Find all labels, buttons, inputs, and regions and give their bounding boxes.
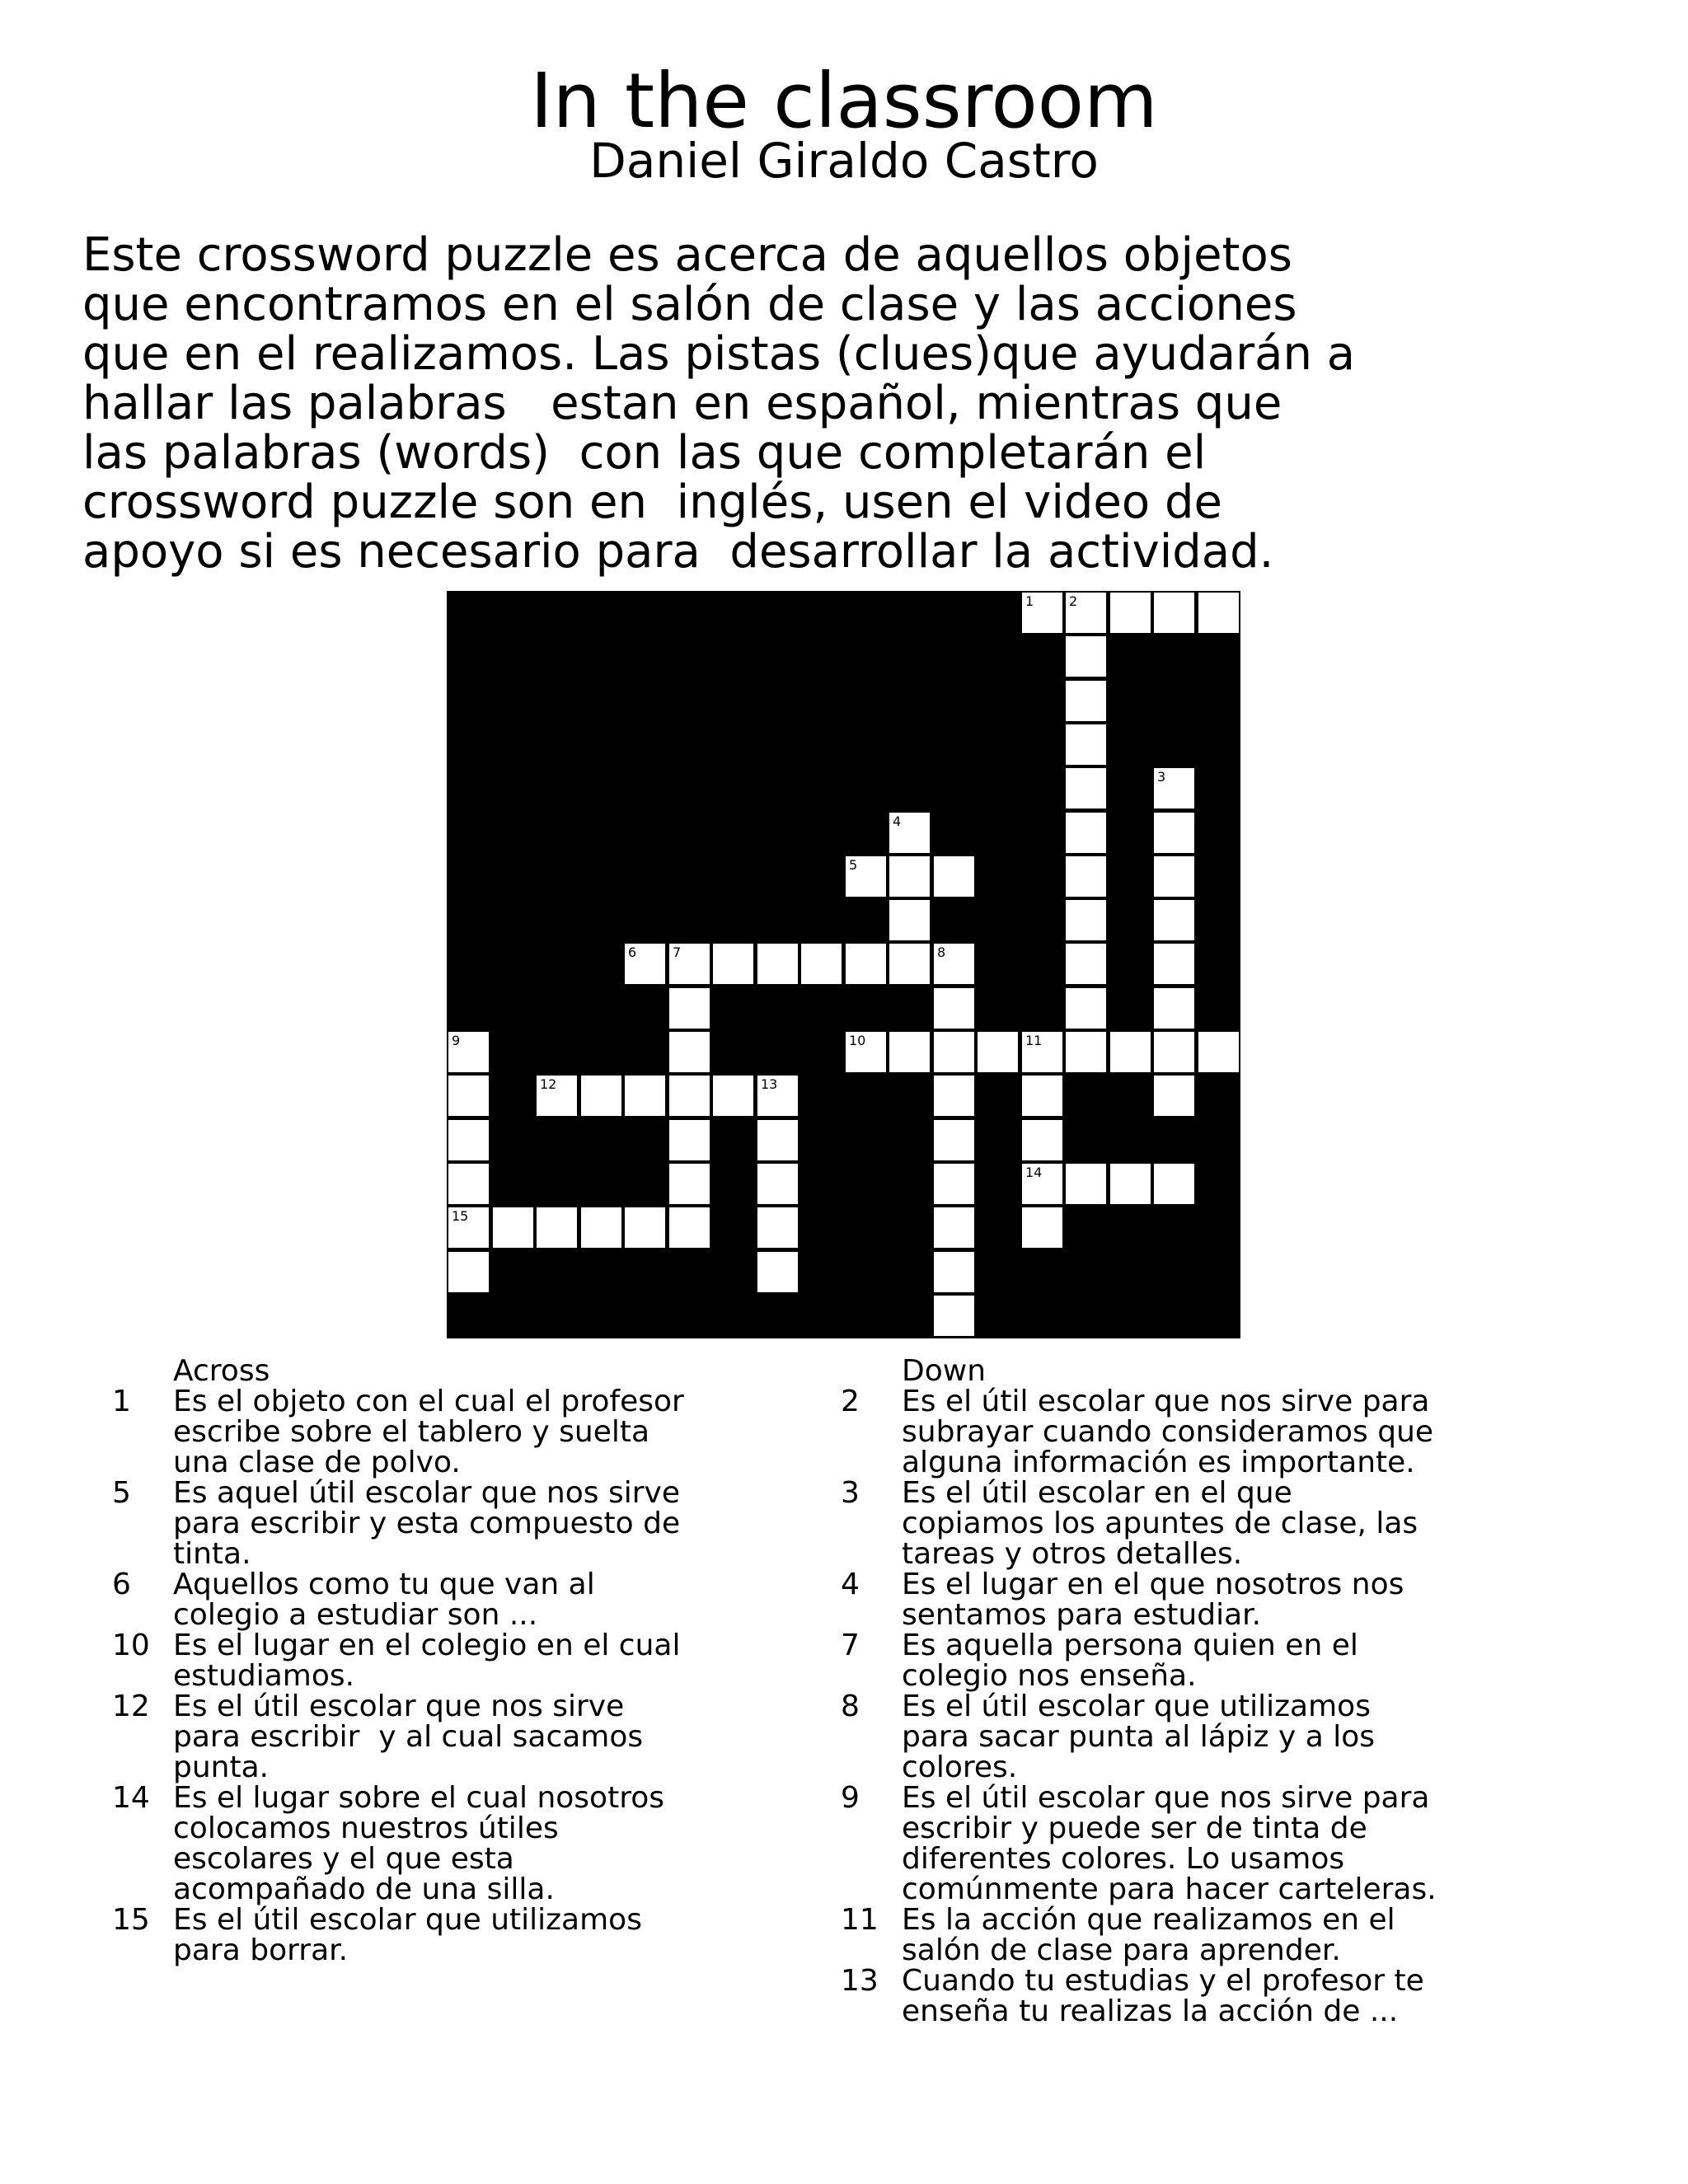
clue-text: estudiamos.	[173, 1659, 355, 1693]
clue-number-label: 10	[849, 1033, 866, 1048]
clue-text: Es aquella persona quien en el	[902, 1629, 1358, 1662]
grid-cell[interactable]	[1064, 942, 1108, 986]
clue-text: punta.	[173, 1750, 270, 1784]
grid-cell[interactable]	[844, 942, 888, 986]
intro-line: que en el realizamos. Las pistas (clues)que ayudarán a	[82, 327, 1356, 381]
clue-number: 6	[112, 1568, 131, 1601]
down-clue-11	[841, 1905, 1566, 1966]
grid-cell[interactable]	[1064, 679, 1108, 723]
clue-number: 15	[112, 1903, 150, 1937]
clue-text: acompañado de una silla.	[173, 1872, 555, 1906]
clue-number: 13	[841, 1964, 879, 1998]
clue-text: Es el objeto con el cual el profesor	[173, 1385, 684, 1418]
grid-cell[interactable]	[1020, 1206, 1064, 1249]
clue-number: 5	[112, 1476, 131, 1510]
grid-cell[interactable]	[756, 1250, 799, 1294]
clue-text: Es el útil escolar en el que	[902, 1476, 1292, 1510]
grid-cell[interactable]	[1064, 723, 1108, 766]
clue-number-label: 5	[849, 857, 858, 873]
grid-cell[interactable]	[711, 942, 755, 986]
grid-cell[interactable]	[1152, 1162, 1196, 1206]
clue-text: colores.	[902, 1750, 1018, 1784]
grid-cell[interactable]	[932, 942, 976, 986]
down-clue-3	[841, 1478, 1566, 1569]
grid-cell[interactable]	[623, 1206, 667, 1249]
grid-cell[interactable]	[844, 855, 888, 898]
clue-number-label: 12	[540, 1076, 557, 1092]
clue-text: Es el útil escolar que utilizamos	[173, 1903, 642, 1937]
clue-text: Es el útil escolar que nos sirve para	[902, 1781, 1430, 1815]
grid-cell[interactable]	[447, 1074, 490, 1118]
grid-cell[interactable]	[932, 1206, 976, 1249]
across-clue-list	[112, 1386, 837, 1966]
across-heading: Across	[173, 1354, 270, 1388]
intro-line: apoyo si es necesario para desarrollar la actividad.	[82, 525, 1274, 579]
grid-cell[interactable]	[1064, 987, 1108, 1030]
grid-cell[interactable]	[535, 1074, 579, 1118]
grid-cell[interactable]	[1109, 591, 1152, 635]
clue-text: tinta.	[173, 1537, 251, 1571]
intro-line: hallar las palabras estan en español, mientras que	[82, 377, 1282, 430]
grid-cell[interactable]	[1020, 1118, 1064, 1162]
grid-cell[interactable]	[932, 1030, 976, 1074]
clue-text: comúnmente para hacer carteleras.	[902, 1872, 1437, 1906]
grid-cell[interactable]	[1020, 1074, 1064, 1118]
clue-number: 7	[841, 1629, 860, 1662]
grid-cell[interactable]	[447, 1250, 490, 1294]
grid-cell[interactable]	[668, 1074, 711, 1118]
clue-text: Es el útil escolar que nos sirve para	[902, 1385, 1430, 1418]
grid-cell[interactable]	[1020, 591, 1064, 635]
clue-text: Es aquel útil escolar que nos sirve	[173, 1476, 680, 1510]
grid-cell[interactable]	[447, 1162, 490, 1206]
crossword-grid	[447, 591, 1240, 1338]
down-clue-2	[841, 1386, 1566, 1478]
grid-cell[interactable]	[1020, 1162, 1064, 1206]
grid-cell[interactable]	[976, 1030, 1020, 1074]
grid-cell[interactable]	[491, 1206, 535, 1249]
across-clue-6	[112, 1569, 837, 1630]
grid-cell[interactable]	[1064, 766, 1108, 810]
clue-text: copiamos los apuntes de clase, las	[902, 1507, 1418, 1540]
grid-cell[interactable]	[756, 942, 799, 986]
clue-number-label: 7	[673, 944, 682, 960]
grid-cell[interactable]	[756, 1074, 799, 1118]
down-clue-8	[841, 1691, 1566, 1783]
grid-cell[interactable]	[711, 1074, 755, 1118]
clue-text: colegio a estudiar son ...	[173, 1598, 538, 1632]
grid-cell[interactable]	[1064, 1162, 1108, 1206]
down-clue-13	[841, 1966, 1566, 2027]
grid-cell[interactable]	[1152, 591, 1196, 635]
grid-cell[interactable]	[668, 987, 711, 1030]
grid-cell[interactable]	[756, 1206, 799, 1249]
clue-text: Aquellos como tu que van al	[173, 1568, 595, 1601]
clue-text: para escribir y al cual sacamos	[173, 1720, 644, 1754]
clue-number-label: 14	[1025, 1165, 1043, 1180]
across-clue-12	[112, 1691, 837, 1783]
across-clues	[112, 1356, 837, 1966]
clue-text: Es la acción que realizamos en el	[902, 1903, 1395, 1937]
clue-number: 4	[841, 1568, 860, 1601]
clue-text: Es el lugar sobre el cual nosotros	[173, 1781, 664, 1815]
clue-text: escolares y el que esta	[173, 1842, 514, 1876]
grid-cell[interactable]	[844, 1030, 888, 1074]
across-clue-15	[112, 1905, 837, 1966]
grid-cell[interactable]	[888, 811, 931, 855]
clue-number-label: 11	[1025, 1033, 1043, 1048]
clue-text: para sacar punta al lápiz y a los	[902, 1720, 1376, 1754]
grid-cell[interactable]	[1197, 591, 1240, 635]
grid-cell[interactable]	[668, 942, 711, 986]
grid-cell[interactable]	[535, 1206, 579, 1249]
grid-cell[interactable]	[756, 1118, 799, 1162]
intro-line: las palabras (words) con las que completarán el	[82, 426, 1207, 480]
clue-text: diferentes colores. Lo usamos	[902, 1842, 1345, 1876]
clue-number-label: 9	[452, 1033, 461, 1048]
grid-cell[interactable]	[1152, 1074, 1196, 1118]
grid-cell[interactable]	[932, 1250, 976, 1294]
clue-text: Es el lugar en el que nosotros nos	[902, 1568, 1404, 1601]
clue-number-label: 3	[1157, 769, 1166, 785]
grid-cell[interactable]	[1152, 942, 1196, 986]
across-clue-14	[112, 1783, 837, 1905]
grid-cell[interactable]	[1152, 855, 1196, 898]
intro-line: que encontramos en el salón de clase y las acciones	[82, 278, 1297, 331]
grid-cell[interactable]	[1064, 855, 1108, 898]
grid-cell[interactable]	[1064, 811, 1108, 855]
grid-cell[interactable]	[1152, 1030, 1196, 1074]
clue-text: tareas y otros detalles.	[902, 1537, 1243, 1571]
clue-text: una clase de polvo.	[173, 1446, 461, 1479]
intro-line: Este crossword puzzle es acerca de aquellos objetos	[82, 228, 1292, 282]
down-clue-4	[841, 1569, 1566, 1630]
clue-text: escribir y puede ser de tinta de	[902, 1811, 1367, 1845]
clue-number: 11	[841, 1903, 879, 1937]
clue-number-label: 8	[937, 944, 946, 960]
grid-cell[interactable]	[932, 855, 976, 898]
clue-number: 2	[841, 1385, 860, 1418]
grid-cell[interactable]	[623, 1074, 667, 1118]
grid-cell[interactable]	[1197, 1030, 1240, 1074]
clue-number: 8	[841, 1690, 860, 1723]
grid-cell[interactable]	[668, 1030, 711, 1074]
grid-cell[interactable]	[1064, 898, 1108, 942]
grid-cell[interactable]	[888, 898, 931, 942]
grid-cell[interactable]	[888, 855, 931, 898]
down-clue-7	[841, 1630, 1566, 1691]
clue-text: para borrar.	[173, 1933, 349, 1967]
clue-text: enseña tu realizas la acción de ...	[902, 1994, 1399, 2028]
grid-cell[interactable]	[1152, 811, 1196, 855]
clue-text: Es el lugar en el colegio en el cual	[173, 1629, 681, 1662]
clue-text: colocamos nuestros útiles	[173, 1811, 559, 1845]
grid-cell[interactable]	[932, 987, 976, 1030]
clue-text: sentamos para estudiar.	[902, 1598, 1262, 1632]
down-clue-list	[841, 1386, 1566, 2027]
clue-number: 3	[841, 1476, 860, 1510]
grid-cell[interactable]	[623, 942, 667, 986]
grid-cell[interactable]	[1064, 1030, 1108, 1074]
grid-cell[interactable]	[1152, 898, 1196, 942]
author-name: Daniel Giraldo Castro	[589, 133, 1099, 189]
clue-text: para escribir y esta compuesto de	[173, 1507, 681, 1540]
across-clue-10	[112, 1630, 837, 1691]
grid-cell[interactable]	[932, 1294, 976, 1338]
down-clues	[841, 1356, 1566, 2027]
grid-cell[interactable]	[1064, 591, 1108, 635]
grid-cell[interactable]	[1152, 766, 1196, 810]
clue-number: 12	[112, 1690, 150, 1723]
clue-text: escribe sobre el tablero y suelta	[173, 1415, 650, 1449]
clue-number-label: 2	[1069, 593, 1078, 609]
down-clue-9	[841, 1783, 1566, 1905]
clue-number-label: 6	[628, 944, 637, 960]
grid-cell[interactable]	[932, 1118, 976, 1162]
clue-text: salón de clase para aprender.	[902, 1933, 1341, 1967]
clue-number: 1	[112, 1385, 131, 1418]
clue-number-label: 4	[893, 813, 902, 829]
down-heading: Down	[902, 1354, 987, 1388]
grid-cell[interactable]	[668, 1118, 711, 1162]
grid-cell[interactable]	[756, 1162, 799, 1206]
grid-cell[interactable]	[1109, 1030, 1152, 1074]
clue-number: 14	[112, 1781, 150, 1815]
intro-line: crossword puzzle son en inglés, usen el video de	[82, 476, 1222, 529]
grid-cell[interactable]	[579, 1206, 623, 1249]
grid-cell[interactable]	[932, 1074, 976, 1118]
grid-cell[interactable]	[1152, 987, 1196, 1030]
grid-cell[interactable]	[668, 1206, 711, 1249]
clue-text: Cuando tu estudias y el profesor te	[902, 1964, 1424, 1998]
across-clue-5	[112, 1478, 837, 1569]
clue-text: Es el útil escolar que nos sirve	[173, 1690, 625, 1723]
grid-cell[interactable]	[1064, 635, 1108, 678]
clue-text: subrayar cuando consideramos que	[902, 1415, 1434, 1449]
grid-cell[interactable]	[1020, 1030, 1064, 1074]
grid-cell[interactable]	[447, 1206, 490, 1249]
grid-cell[interactable]	[799, 942, 843, 986]
clue-number: 10	[112, 1629, 150, 1662]
clue-number-label: 1	[1025, 593, 1034, 609]
grid-cell[interactable]	[579, 1074, 623, 1118]
clue-number-label: 15	[452, 1208, 469, 1224]
grid-cell[interactable]	[888, 942, 931, 986]
grid-cell[interactable]	[1109, 1162, 1152, 1206]
grid-cell[interactable]	[888, 1030, 931, 1074]
grid-cell[interactable]	[668, 1162, 711, 1206]
clue-text: colegio nos enseña.	[902, 1659, 1197, 1693]
grid-cell[interactable]	[447, 1118, 490, 1162]
clue-number-label: 13	[761, 1076, 778, 1092]
page-title: In the classroom	[530, 57, 1158, 145]
grid-cell[interactable]	[447, 1030, 490, 1074]
clue-text: Es el útil escolar que utilizamos	[902, 1690, 1371, 1723]
grid-cell[interactable]	[932, 1162, 976, 1206]
across-clue-1	[112, 1386, 837, 1478]
clue-number: 9	[841, 1781, 860, 1815]
clue-text: alguna información es importante.	[902, 1446, 1415, 1479]
intro-paragraph	[82, 228, 1648, 579]
